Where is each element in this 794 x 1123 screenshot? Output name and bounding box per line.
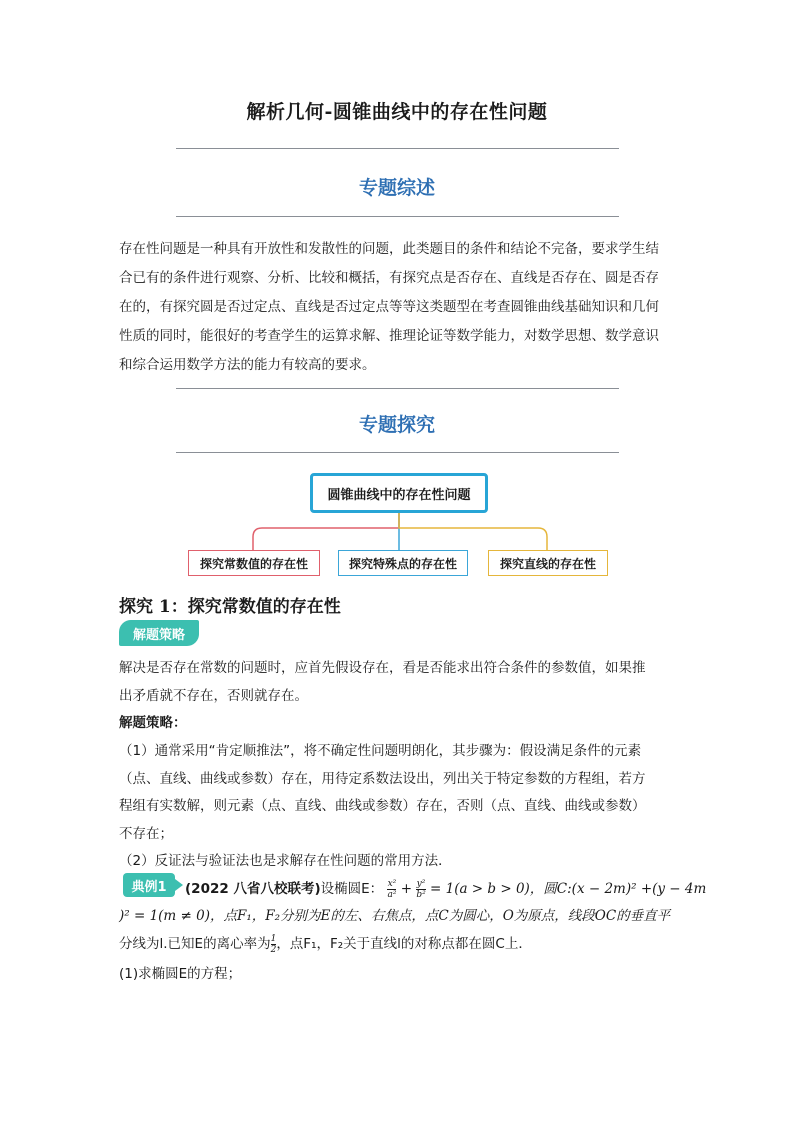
example-line: 分线为l.已知E的离心率为 $\frac{1}{2}$ ，点F₁，F₂关于直线l的对称点都在圆C上． [119, 933, 532, 955]
fraction: $\frac{1}{2}$ [270, 933, 277, 955]
example-line: )² = 1(m ≠ 0)，点F₁，F₂分别为E的左、右焦点，点C为圆心，O为原点，线段OC的垂直平 [119, 908, 671, 924]
text-line: （2）反证法与验证法也是求解存在性问题的常用方法． [119, 853, 452, 869]
mindmap-root: 圆锥曲线中的存在性问题 [310, 473, 488, 513]
mindmap-child-line: 探究直线的存在性 [488, 550, 608, 576]
example-text: 设椭圆E： [320, 881, 384, 897]
mindmap-child-point: 探究特殊点的存在性 [338, 550, 468, 576]
text-line: 程组有实数解，则元素（点、直线、曲线或参数）存在，否则（点、直线、曲线或参数） [119, 798, 646, 814]
text-line: 和综合运用数学方法的能力有较高的要求。 [119, 357, 376, 373]
text-line: （1）通常采用“肯定顺推法”，将不确定性问题明朗化，其步骤为：假设满足条件的元素 [119, 743, 642, 759]
question-line: (1)求椭圆E的方程； [119, 966, 242, 982]
text-line: 性质的同时，能很好的考查学生的运算求解、推理论证等数学能力，对数学思想、数学意识 [119, 328, 659, 344]
text-line: 解决是否存在常数的问题时，应首先假设存在，看是否能求出符合条件的参数值，如果推 [119, 660, 646, 676]
text-line: （点、直线、曲线或参数）存在，用待定系数法设出，列出关于特定参数的方程组，若方 [119, 771, 646, 787]
fraction: $\frac{\text{x²}}{\text{a²}}$ [387, 878, 397, 900]
explore-heading: 探究 1：探究常数值的存在性 [119, 597, 341, 617]
example-badge: 典例1 [123, 873, 175, 897]
example-text: = 1(a > b > 0)，圆C:(x − 2m)² +(y − 4m [425, 881, 707, 897]
example-line: (2022 八省八校联考)设椭圆E： $\frac{\text{x²}}{\text{a²}}$ + $\frac{\text{y²}}{\text{b²}}$ = 1(a > b > 0)，圆C:(x − 2m)² +(y − 4m [185, 878, 707, 900]
fraction: $\frac{\text{y²}}{\text{b²}}$ [416, 878, 426, 900]
section-heading-overview: 专题综述 [358, 177, 435, 199]
connector-right [399, 513, 547, 550]
text-line: 在的，有探究圆是否过定点、直线是否过定点等等这类题型在考查圆锥曲线基础知识和几何 [119, 299, 659, 315]
connector-left [253, 513, 399, 550]
mindmap-child-constant: 探究常数值的存在性 [188, 550, 320, 576]
page-title: 解析几何-圆锥曲线中的存在性问题 [246, 101, 548, 123]
text-line: 存在性问题是一种具有开放性和发散性的问题，此类题目的条件和结论不完备，要求学生结 [119, 241, 659, 257]
example-source: (2022 八省八校联考) [185, 881, 321, 897]
text-line: 出矛盾就不存在，否则就存在。 [119, 688, 308, 704]
text-line: 合已有的条件进行观察、分析、比较和概括，有探究点是否存在、直线是否存在、圆是否存 [119, 270, 659, 286]
section-heading-explore: 专题探究 [358, 414, 435, 436]
strategy-badge: 解题策略 [119, 620, 199, 646]
text-line: 不存在； [119, 826, 173, 842]
strategy-label: 解题策略： [119, 715, 187, 731]
